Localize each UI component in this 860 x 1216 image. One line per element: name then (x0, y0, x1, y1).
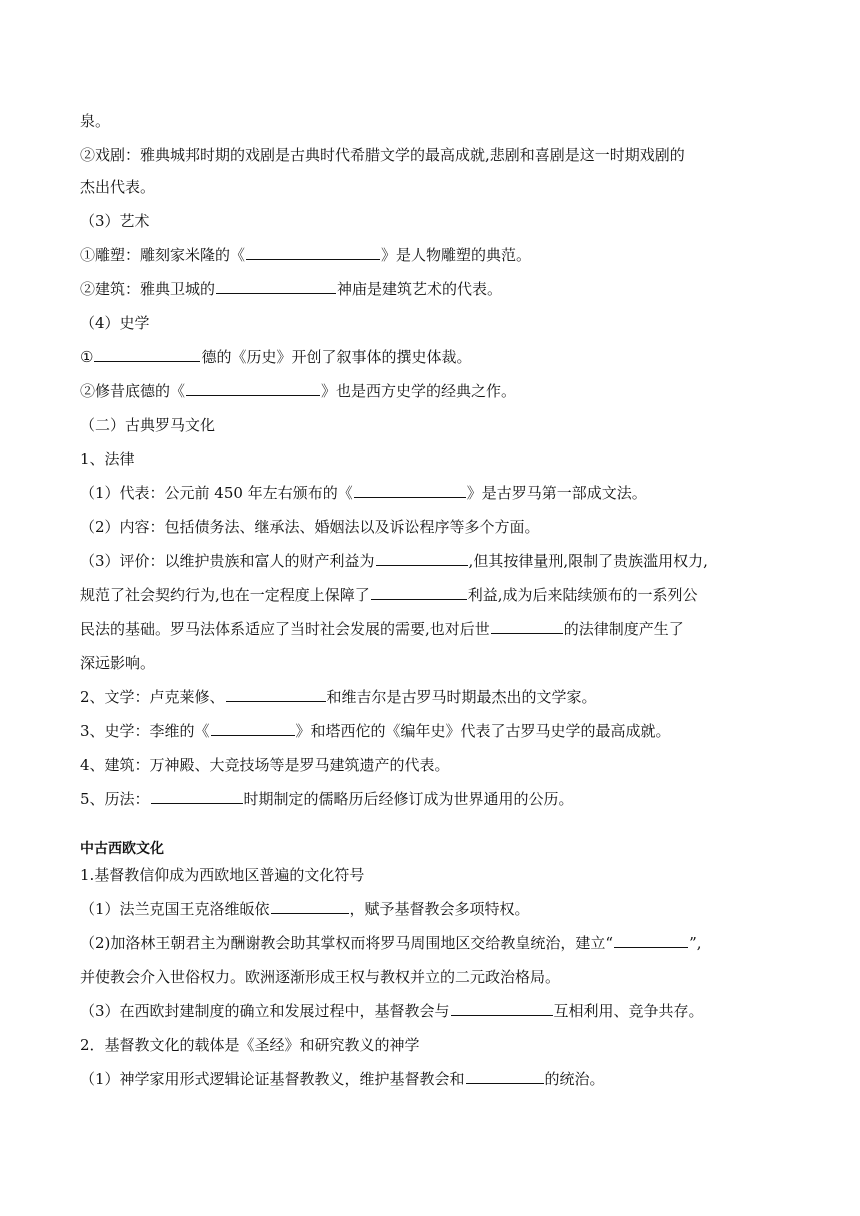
fill-blank[interactable] (186, 381, 320, 396)
section-heading: （二）古典罗马文化 (80, 416, 216, 434)
fill-blank[interactable] (371, 585, 467, 600)
text-line: 规范了社会契约行为,也在一定程度上保障了 利益,成为后来陆续颁布的一系列公 (80, 586, 698, 604)
section-heading: （4）史学 (80, 314, 150, 332)
fill-blank[interactable] (271, 899, 349, 914)
text-line: （1）法兰克国王克洛维皈依 ，赋予基督教会多项特权。 (80, 900, 530, 918)
text-line: 泉。 (80, 112, 111, 130)
fill-blank[interactable] (491, 619, 563, 634)
text-line: ②修昔底德的《 》也是西方史学的经典之作。 (80, 382, 517, 400)
text-line: 1.基督教信仰成为西欧地区普遍的文化符号 (80, 866, 365, 884)
fill-blank[interactable] (151, 789, 243, 804)
text-line: 深远影响。 (80, 654, 156, 672)
text-line: 5、历法： 时期制定的儒略历后经修订成为世界通用的公历。 (80, 790, 574, 808)
text-line: （2)加洛林王朝君主为酬谢教会助其掌权而将罗马周围地区交给教皇统治，建立“ ”, (80, 934, 702, 952)
fill-blank[interactable] (376, 551, 468, 566)
text-line: ②戏剧：雅典城邦时期的戏剧是古典时代希腊文学的最高成就,悲剧和喜剧是这一时期戏剧的 (80, 146, 685, 164)
fill-blank[interactable] (216, 279, 336, 294)
chapter-heading: 中古西欧文化 (80, 841, 164, 857)
text-line: 2、文学：卢克莱修、 和维吉尔是古罗马时期最杰出的文学家。 (80, 688, 597, 706)
fill-blank[interactable] (614, 933, 688, 948)
fill-blank[interactable] (211, 721, 295, 736)
section-heading: 1、法律 (80, 450, 135, 468)
fill-blank[interactable] (451, 1001, 553, 1016)
text-line: 4、建筑：万神殿、大竞技场等是罗马建筑遗产的代表。 (80, 756, 450, 774)
text-line: （3）在西欧封建制度的确立和发展过程中，基督教会与 互相利用、竞争共存。 (80, 1002, 704, 1020)
fill-blank[interactable] (226, 687, 326, 702)
text-line: 民法的基础。罗马法体系适应了当时社会发展的需要,也对后世 的法律制度产生了 (80, 620, 684, 638)
fill-blank[interactable] (94, 347, 200, 362)
fill-blank[interactable] (466, 1069, 544, 1084)
text-line: （1）代表：公元前 450 年左右颁布的《 》是古罗马第一部成文法。 (80, 484, 647, 502)
fill-blank[interactable] (354, 483, 466, 498)
text-line: 杰出代表。 (80, 178, 156, 196)
text-line: （2）内容：包括债务法、继承法、婚姻法以及诉讼程序等多个方面。 (80, 518, 540, 536)
text-line: ②建筑：雅典卫城的 神庙是建筑艺术的代表。 (80, 280, 503, 298)
fill-blank[interactable] (246, 245, 380, 260)
text-line: ①雕塑：雕刻家米隆的《 》是人物雕塑的典范。 (80, 246, 532, 264)
text-line: 并使教会介入世俗权力。欧洲逐渐形成王权与教权并立的二元政治格局。 (80, 968, 561, 986)
text-line: 2．基督教文化的载体是《圣经》和研究教义的神学 (80, 1036, 420, 1054)
section-heading: （3）艺术 (80, 212, 150, 230)
text-line: （3）评价：以维护贵族和富人的财产利益为 ,但其按律量刑,限制了贵族滥用权力, (80, 552, 708, 570)
text-line: ① 德的《历史》开创了叙事体的撰史体裁。 (80, 348, 472, 366)
text-line: 3、史学：李维的《 》和塔西佗的《编年史》代表了古罗马史学的最高成就。 (80, 722, 671, 740)
text-line: （1）神学家用形式逻辑论证基督教教义，维护基督教会和 的统治。 (80, 1070, 605, 1088)
